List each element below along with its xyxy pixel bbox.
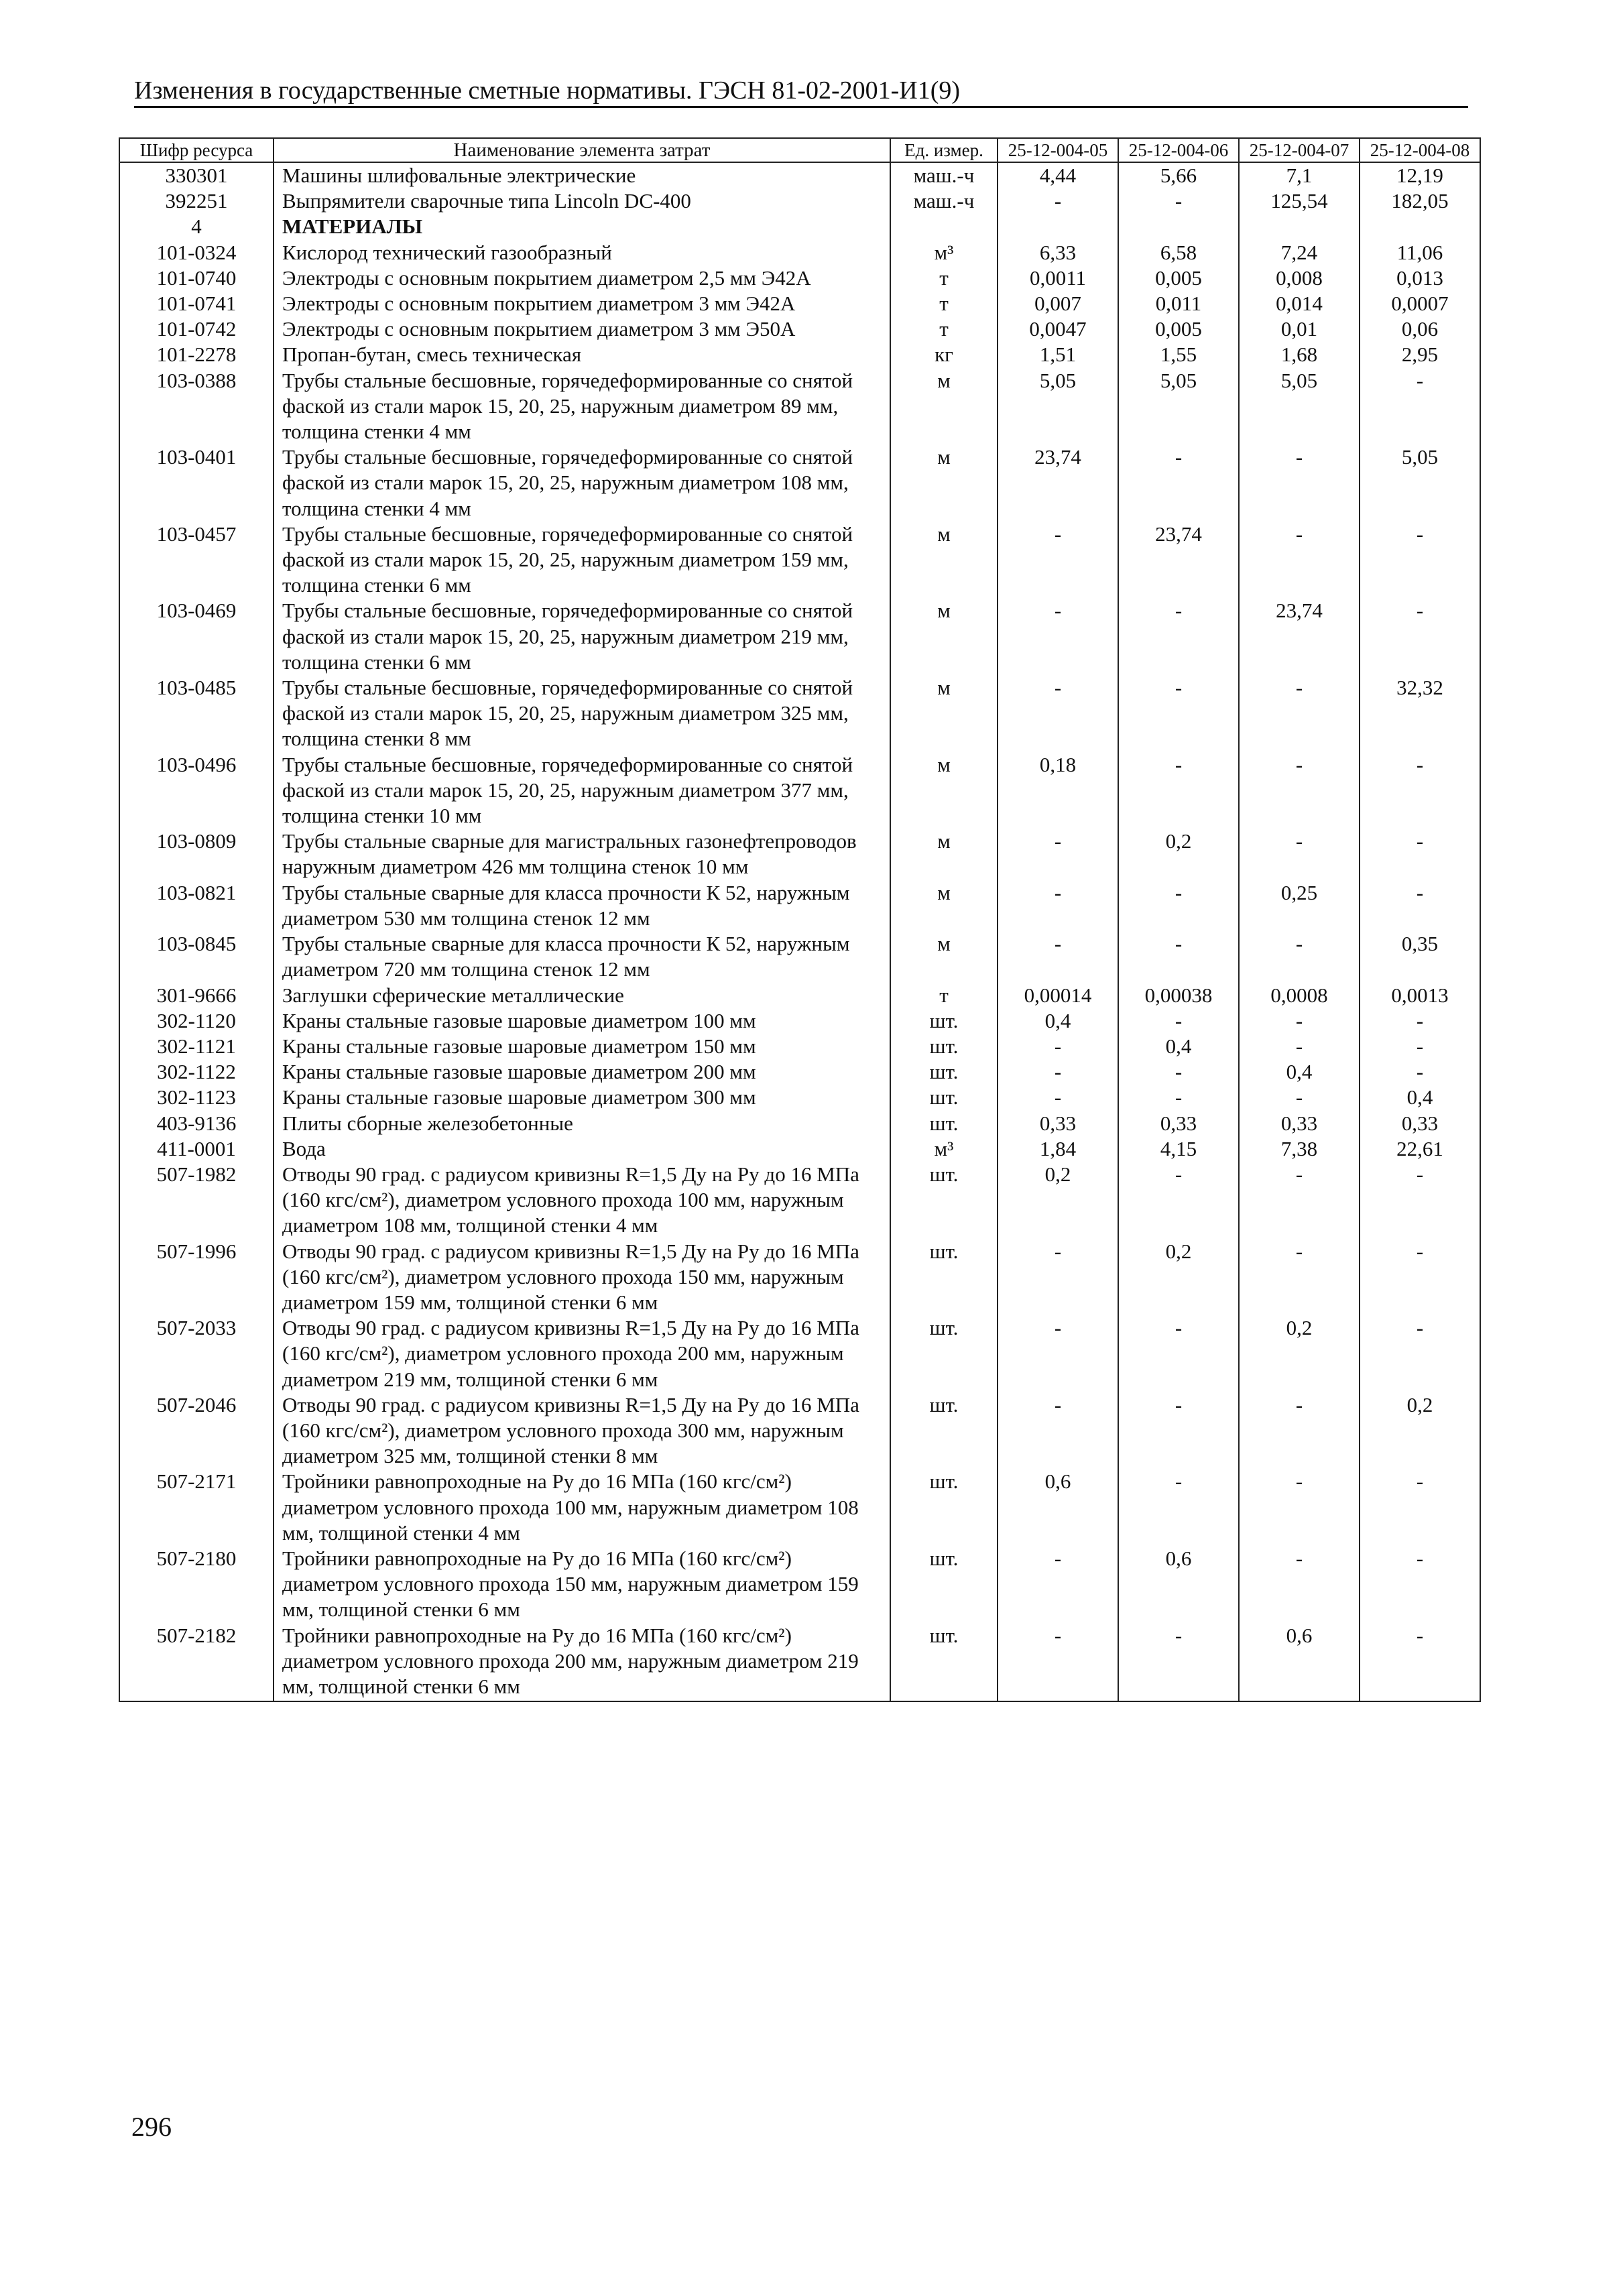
unit-cell: маш.-ч [890,162,998,188]
value-cell-25-12-004-08: - [1360,1162,1480,1239]
value-cell-25-12-004-08: - [1360,522,1480,599]
value-cell-25-12-004-06: 0,2 [1118,1239,1239,1316]
value-cell-25-12-004-08: - [1360,880,1480,931]
value-cell-25-12-004-05: - [998,1239,1118,1316]
resource-name-cell: Отводы 90 град. с радиусом кривизны R=1,5 Ду на Ру до 16 МПа (160 кгс/см²), диаметром условного прохода 300 мм, наружным диаметром 325 мм, толщиной стенки 8 мм [274,1392,890,1469]
col-header-25-12-004-06: 25-12-004-06 [1118,138,1239,162]
value-cell-25-12-004-06: 0,2 [1118,829,1239,880]
resource-code-cell: 507-2046 [119,1392,274,1469]
unit-cell: шт. [890,1623,998,1702]
value-cell-25-12-004-08: 0,0007 [1360,291,1480,316]
resource-code-cell: 103-0388 [119,368,274,445]
unit-cell: шт. [890,1392,998,1469]
value-cell-25-12-004-06: 6,58 [1118,240,1239,265]
value-cell-25-12-004-05: 6,33 [998,240,1118,265]
table-row [119,342,1480,367]
table-row [119,1136,1480,1162]
value-cell-25-12-004-06: - [1118,931,1239,982]
resource-code-cell: 507-2182 [119,1623,274,1702]
value-cell-25-12-004-07: - [1239,829,1360,880]
value-cell-25-12-004-05: - [998,522,1118,599]
value-cell-25-12-004-07: - [1239,1469,1360,1546]
value-cell-25-12-004-05: 0,00014 [998,983,1118,1008]
value-cell-25-12-004-07: 0,008 [1239,265,1360,291]
resource-name-cell: МАТЕРИАЛЫ [274,214,890,239]
value-cell-25-12-004-06: 0,00038 [1118,983,1239,1008]
resource-name-cell: Трубы стальные бесшовные, горячедеформированные со снятой фаской из стали марок 15, 20, 25, наружным диаметром 325 мм, толщина стенки 8 мм [274,675,890,752]
resource-name-cell: Кислород технический газообразный [274,240,890,265]
table-row [119,1085,1480,1110]
col-header-25-12-004-05: 25-12-004-05 [998,138,1118,162]
value-cell-25-12-004-05: - [998,1392,1118,1469]
table-row [119,188,1480,214]
col-header-25-12-004-08: 25-12-004-08 [1360,138,1480,162]
resource-name-cell: Краны стальные газовые шаровые диаметром 300 мм [274,1085,890,1110]
header-rule [134,106,1468,108]
resource-name-cell: Трубы стальные бесшовные, горячедеформированные со снятой фаской из стали марок 15, 20, 25, наружным диаметром 219 мм, толщина стенки 6 мм [274,598,890,675]
value-cell-25-12-004-06: - [1118,1059,1239,1085]
value-cell-25-12-004-05: 0,33 [998,1111,1118,1136]
resource-code-cell: 101-0741 [119,291,274,316]
resource-code-cell: 507-1996 [119,1239,274,1316]
value-cell-25-12-004-06: - [1118,598,1239,675]
value-cell-25-12-004-05: 0,18 [998,752,1118,829]
unit-cell: м [890,752,998,829]
value-cell-25-12-004-06: 5,66 [1118,162,1239,188]
value-cell-25-12-004-07: 0,01 [1239,316,1360,342]
table-row [119,316,1480,342]
value-cell-25-12-004-05: 1,84 [998,1136,1118,1162]
value-cell-25-12-004-06: 0,6 [1118,1546,1239,1623]
resource-code-cell: 101-2278 [119,342,274,367]
value-cell-25-12-004-07: - [1239,931,1360,982]
value-cell-25-12-004-08: 182,05 [1360,188,1480,214]
unit-cell [890,214,998,239]
resource-name-cell: Машины шлифовальные электрические [274,162,890,188]
value-cell-25-12-004-06: - [1118,1085,1239,1110]
resource-code-cell: 302-1122 [119,1059,274,1085]
unit-cell: м³ [890,240,998,265]
table-row [119,1392,1480,1469]
unit-cell: шт. [890,1111,998,1136]
table-row [119,1162,1480,1239]
resource-code-cell: 103-0469 [119,598,274,675]
value-cell-25-12-004-07: 7,24 [1239,240,1360,265]
unit-cell: м [890,368,998,445]
value-cell-25-12-004-07 [1239,214,1360,239]
table-row [119,1315,1480,1392]
table-row [119,1239,1480,1316]
value-cell-25-12-004-05: - [998,675,1118,752]
value-cell-25-12-004-05: - [998,829,1118,880]
table-row [119,240,1480,265]
unit-cell: м [890,598,998,675]
value-cell-25-12-004-05: 4,44 [998,162,1118,188]
table-row [119,1623,1480,1702]
col-header-name: Наименование элемента затрат [274,138,890,162]
value-cell-25-12-004-08: - [1360,1008,1480,1034]
value-cell-25-12-004-06: - [1118,444,1239,522]
value-cell-25-12-004-06: 0,005 [1118,316,1239,342]
value-cell-25-12-004-07: 0,4 [1239,1059,1360,1085]
table-row [119,1111,1480,1136]
value-cell-25-12-004-05: 0,6 [998,1469,1118,1546]
resource-name-cell: Отводы 90 град. с радиусом кривизны R=1,5 Ду на Ру до 16 МПа (160 кгс/см²), диаметром условного прохода 100 мм, наружным диаметром 108 мм, толщиной стенки 4 мм [274,1162,890,1239]
value-cell-25-12-004-05: - [998,1034,1118,1059]
unit-cell: шт. [890,1085,998,1110]
value-cell-25-12-004-06: - [1118,752,1239,829]
unit-cell: шт. [890,1239,998,1316]
value-cell-25-12-004-08 [1360,214,1480,239]
value-cell-25-12-004-07: 7,38 [1239,1136,1360,1162]
table-row [119,1034,1480,1059]
value-cell-25-12-004-07: 0,0008 [1239,983,1360,1008]
resource-name-cell: Трубы стальные бесшовные, горячедеформированные со снятой фаской из стали марок 15, 20, 25, наружным диаметром 89 мм, толщина стенки 4 мм [274,368,890,445]
value-cell-25-12-004-06: - [1118,675,1239,752]
value-cell-25-12-004-08: 22,61 [1360,1136,1480,1162]
table-row [119,1059,1480,1085]
resource-code-cell: 507-1982 [119,1162,274,1239]
value-cell-25-12-004-06: - [1118,1315,1239,1392]
value-cell-25-12-004-07: - [1239,1162,1360,1239]
value-cell-25-12-004-08: 0,33 [1360,1111,1480,1136]
resource-code-cell: 392251 [119,188,274,214]
resource-name-cell: Трубы стальные бесшовные, горячедеформированные со снятой фаской из стали марок 15, 20, 25, наружным диаметром 159 мм, толщина стенки 6 мм [274,522,890,599]
table-row [119,522,1480,599]
resource-code-cell: 302-1120 [119,1008,274,1034]
value-cell-25-12-004-08: - [1360,1239,1480,1316]
resource-name-cell: Электроды с основным покрытием диаметром 3 мм Э50А [274,316,890,342]
resource-code-cell: 103-0457 [119,522,274,599]
resource-name-cell: Выпрямители сварочные типа Lincoln DC-400 [274,188,890,214]
resource-name-cell: Отводы 90 град. с радиусом кривизны R=1,5 Ду на Ру до 16 МПа (160 кгс/см²), диаметром условного прохода 150 мм, наружным диаметром 159 мм, толщиной стенки 6 мм [274,1239,890,1316]
value-cell-25-12-004-07: - [1239,675,1360,752]
table-row [119,829,1480,880]
value-cell-25-12-004-06: - [1118,1469,1239,1546]
table-row [119,675,1480,752]
value-cell-25-12-004-05: - [998,1623,1118,1702]
unit-cell: маш.-ч [890,188,998,214]
value-cell-25-12-004-08: 11,06 [1360,240,1480,265]
value-cell-25-12-004-05: 23,74 [998,444,1118,522]
value-cell-25-12-004-07: - [1239,1239,1360,1316]
value-cell-25-12-004-07: 0,014 [1239,291,1360,316]
unit-cell: шт. [890,1469,998,1546]
value-cell-25-12-004-06: - [1118,1162,1239,1239]
resource-name-cell: Краны стальные газовые шаровые диаметром 200 мм [274,1059,890,1085]
resource-code-cell: 4 [119,214,274,239]
value-cell-25-12-004-08: 0,013 [1360,265,1480,291]
resource-name-cell: Плиты сборные железобетонные [274,1111,890,1136]
value-cell-25-12-004-06: - [1118,188,1239,214]
resource-code-cell: 411-0001 [119,1136,274,1162]
value-cell-25-12-004-05: - [998,598,1118,675]
value-cell-25-12-004-06: 0,011 [1118,291,1239,316]
page-header: Изменения в государственные сметные нормативы. ГЭСН 81-02-2001-И1(9) [134,76,961,105]
resource-code-cell: 403-9136 [119,1111,274,1136]
value-cell-25-12-004-08: - [1360,1034,1480,1059]
value-cell-25-12-004-07: - [1239,1546,1360,1623]
section-row [119,214,1480,239]
value-cell-25-12-004-08: - [1360,598,1480,675]
value-cell-25-12-004-08: - [1360,1469,1480,1546]
value-cell-25-12-004-07: 125,54 [1239,188,1360,214]
unit-cell: м [890,675,998,752]
value-cell-25-12-004-07: 23,74 [1239,598,1360,675]
value-cell-25-12-004-05: 0,007 [998,291,1118,316]
resource-code-cell: 302-1121 [119,1034,274,1059]
value-cell-25-12-004-06: - [1118,880,1239,931]
table-row [119,1469,1480,1546]
value-cell-25-12-004-05: 5,05 [998,368,1118,445]
table-row [119,265,1480,291]
resource-name-cell: Краны стальные газовые шаровые диаметром 150 мм [274,1034,890,1059]
value-cell-25-12-004-06: - [1118,1008,1239,1034]
resource-name-cell: Электроды с основным покрытием диаметром 2,5 мм Э42А [274,265,890,291]
resource-name-cell: Трубы стальные бесшовные, горячедеформированные со снятой фаской из стали марок 15, 20, 25, наружным диаметром 377 мм, толщина стенки 10 мм [274,752,890,829]
value-cell-25-12-004-05: 0,0011 [998,265,1118,291]
value-cell-25-12-004-08: - [1360,1059,1480,1085]
unit-cell: м [890,522,998,599]
unit-cell: шт. [890,1034,998,1059]
value-cell-25-12-004-06: 0,005 [1118,265,1239,291]
resource-code-cell: 103-0821 [119,880,274,931]
col-header-unit: Ед. измер. [890,138,998,162]
value-cell-25-12-004-08: - [1360,368,1480,445]
value-cell-25-12-004-07: - [1239,444,1360,522]
value-cell-25-12-004-08: - [1360,1315,1480,1392]
resource-code-cell: 302-1123 [119,1085,274,1110]
value-cell-25-12-004-07: 7,1 [1239,162,1360,188]
value-cell-25-12-004-06: 23,74 [1118,522,1239,599]
col-header-code: Шифр ресурса [119,138,274,162]
value-cell-25-12-004-07: - [1239,1008,1360,1034]
value-cell-25-12-004-07: 0,6 [1239,1623,1360,1702]
value-cell-25-12-004-07: 5,05 [1239,368,1360,445]
value-cell-25-12-004-08: - [1360,1546,1480,1623]
value-cell-25-12-004-08: 12,19 [1360,162,1480,188]
value-cell-25-12-004-05 [998,214,1118,239]
value-cell-25-12-004-05: - [998,1315,1118,1392]
resource-name-cell: Отводы 90 град. с радиусом кривизны R=1,5 Ду на Ру до 16 МПа (160 кгс/см²), диаметром условного прохода 200 мм, наружным диаметром 219 мм, толщиной стенки 6 мм [274,1315,890,1392]
resource-code-cell: 301-9666 [119,983,274,1008]
value-cell-25-12-004-06: 0,4 [1118,1034,1239,1059]
resource-name-cell: Тройники равнопроходные на Ру до 16 МПа (160 кгс/см²) диаметром условного прохода 150 мм, наружным диаметром 159 мм, толщиной стенки 6 мм [274,1546,890,1623]
page-number: 296 [131,2112,172,2142]
value-cell-25-12-004-05: - [998,1059,1118,1085]
value-cell-25-12-004-08: 0,4 [1360,1085,1480,1110]
table-row [119,1546,1480,1623]
table-header-row [119,138,1480,162]
table-row [119,444,1480,522]
unit-cell: т [890,291,998,316]
col-header-25-12-004-07: 25-12-004-07 [1239,138,1360,162]
value-cell-25-12-004-05: - [998,931,1118,982]
unit-cell: м [890,444,998,522]
unit-cell: шт. [890,1315,998,1392]
table-row [119,1008,1480,1034]
value-cell-25-12-004-07: - [1239,1392,1360,1469]
unit-cell: м [890,829,998,880]
value-cell-25-12-004-08: 2,95 [1360,342,1480,367]
resource-code-cell: 103-0401 [119,444,274,522]
value-cell-25-12-004-08: 32,32 [1360,675,1480,752]
resource-name-cell: Пропан-бутан, смесь техническая [274,342,890,367]
value-cell-25-12-004-05: 0,0047 [998,316,1118,342]
value-cell-25-12-004-07: 0,25 [1239,880,1360,931]
value-cell-25-12-004-07: 0,2 [1239,1315,1360,1392]
value-cell-25-12-004-06: - [1118,1623,1239,1702]
table-row [119,368,1480,445]
unit-cell: шт. [890,1008,998,1034]
value-cell-25-12-004-06: - [1118,1392,1239,1469]
resource-name-cell: Краны стальные газовые шаровые диаметром 100 мм [274,1008,890,1034]
value-cell-25-12-004-08: 0,35 [1360,931,1480,982]
resource-code-cell: 103-0809 [119,829,274,880]
value-cell-25-12-004-05: 0,4 [998,1008,1118,1034]
value-cell-25-12-004-05: - [998,1085,1118,1110]
value-cell-25-12-004-07: 1,68 [1239,342,1360,367]
resource-code-cell: 507-2033 [119,1315,274,1392]
value-cell-25-12-004-08: 0,06 [1360,316,1480,342]
unit-cell: шт. [890,1059,998,1085]
resource-name-cell: Заглушки сферические металлические [274,983,890,1008]
unit-cell: кг [890,342,998,367]
resource-code-cell: 101-0740 [119,265,274,291]
table-row [119,291,1480,316]
table-row [119,931,1480,982]
resource-name-cell: Трубы стальные сварные для класса прочности К 52, наружным диаметром 530 мм толщина стенок 12 мм [274,880,890,931]
value-cell-25-12-004-06: 5,05 [1118,368,1239,445]
value-cell-25-12-004-08: 0,2 [1360,1392,1480,1469]
value-cell-25-12-004-06: 4,15 [1118,1136,1239,1162]
value-cell-25-12-004-07: 0,33 [1239,1111,1360,1136]
value-cell-25-12-004-05: - [998,188,1118,214]
table-row [119,162,1480,188]
unit-cell: шт. [890,1162,998,1239]
value-cell-25-12-004-05: - [998,880,1118,931]
unit-cell: м³ [890,1136,998,1162]
unit-cell: т [890,265,998,291]
resource-name-cell: Электроды с основным покрытием диаметром 3 мм Э42А [274,291,890,316]
value-cell-25-12-004-07: - [1239,522,1360,599]
value-cell-25-12-004-05: - [998,1546,1118,1623]
value-cell-25-12-004-08: 5,05 [1360,444,1480,522]
value-cell-25-12-004-06: 0,33 [1118,1111,1239,1136]
value-cell-25-12-004-08: - [1360,1623,1480,1702]
table-row [119,983,1480,1008]
value-cell-25-12-004-05: 0,2 [998,1162,1118,1239]
value-cell-25-12-004-06 [1118,214,1239,239]
unit-cell: шт. [890,1546,998,1623]
table-row [119,598,1480,675]
resource-name-cell: Трубы стальные сварные для класса прочности К 52, наружным диаметром 720 мм толщина стенок 12 мм [274,931,890,982]
resource-code-cell: 101-0742 [119,316,274,342]
value-cell-25-12-004-08: 0,0013 [1360,983,1480,1008]
resource-code-cell: 101-0324 [119,240,274,265]
resource-name-cell: Вода [274,1136,890,1162]
table-row [119,880,1480,931]
unit-cell: м [890,880,998,931]
value-cell-25-12-004-08: - [1360,829,1480,880]
resource-name-cell: Трубы стальные бесшовные, горячедеформированные со снятой фаской из стали марок 15, 20, 25, наружным диаметром 108 мм, толщина стенки 4 мм [274,444,890,522]
unit-cell: м [890,931,998,982]
resource-code-cell: 507-2180 [119,1546,274,1623]
value-cell-25-12-004-06: 1,55 [1118,342,1239,367]
value-cell-25-12-004-08: - [1360,752,1480,829]
value-cell-25-12-004-07: - [1239,1034,1360,1059]
resource-code-cell: 103-0845 [119,931,274,982]
table-body [119,162,1480,1701]
resource-code-cell: 103-0485 [119,675,274,752]
resource-table [119,137,1481,1702]
unit-cell: т [890,983,998,1008]
resource-code-cell: 507-2171 [119,1469,274,1546]
value-cell-25-12-004-07: - [1239,752,1360,829]
unit-cell: т [890,316,998,342]
resource-name-cell: Трубы стальные сварные для магистральных газонефтепроводов наружным диаметром 426 мм толщина стенок 10 мм [274,829,890,880]
resource-name-cell: Тройники равнопроходные на Ру до 16 МПа (160 кгс/см²) диаметром условного прохода 200 мм, наружным диаметром 219 мм, толщиной стенки 6 мм [274,1623,890,1702]
value-cell-25-12-004-05: 1,51 [998,342,1118,367]
table-row [119,752,1480,829]
value-cell-25-12-004-07: - [1239,1085,1360,1110]
resource-code-cell: 103-0496 [119,752,274,829]
resource-name-cell: Тройники равнопроходные на Ру до 16 МПа (160 кгс/см²) диаметром условного прохода 100 мм, наружным диаметром 108 мм, толщиной стенки 4 мм [274,1469,890,1546]
resource-code-cell: 330301 [119,162,274,188]
